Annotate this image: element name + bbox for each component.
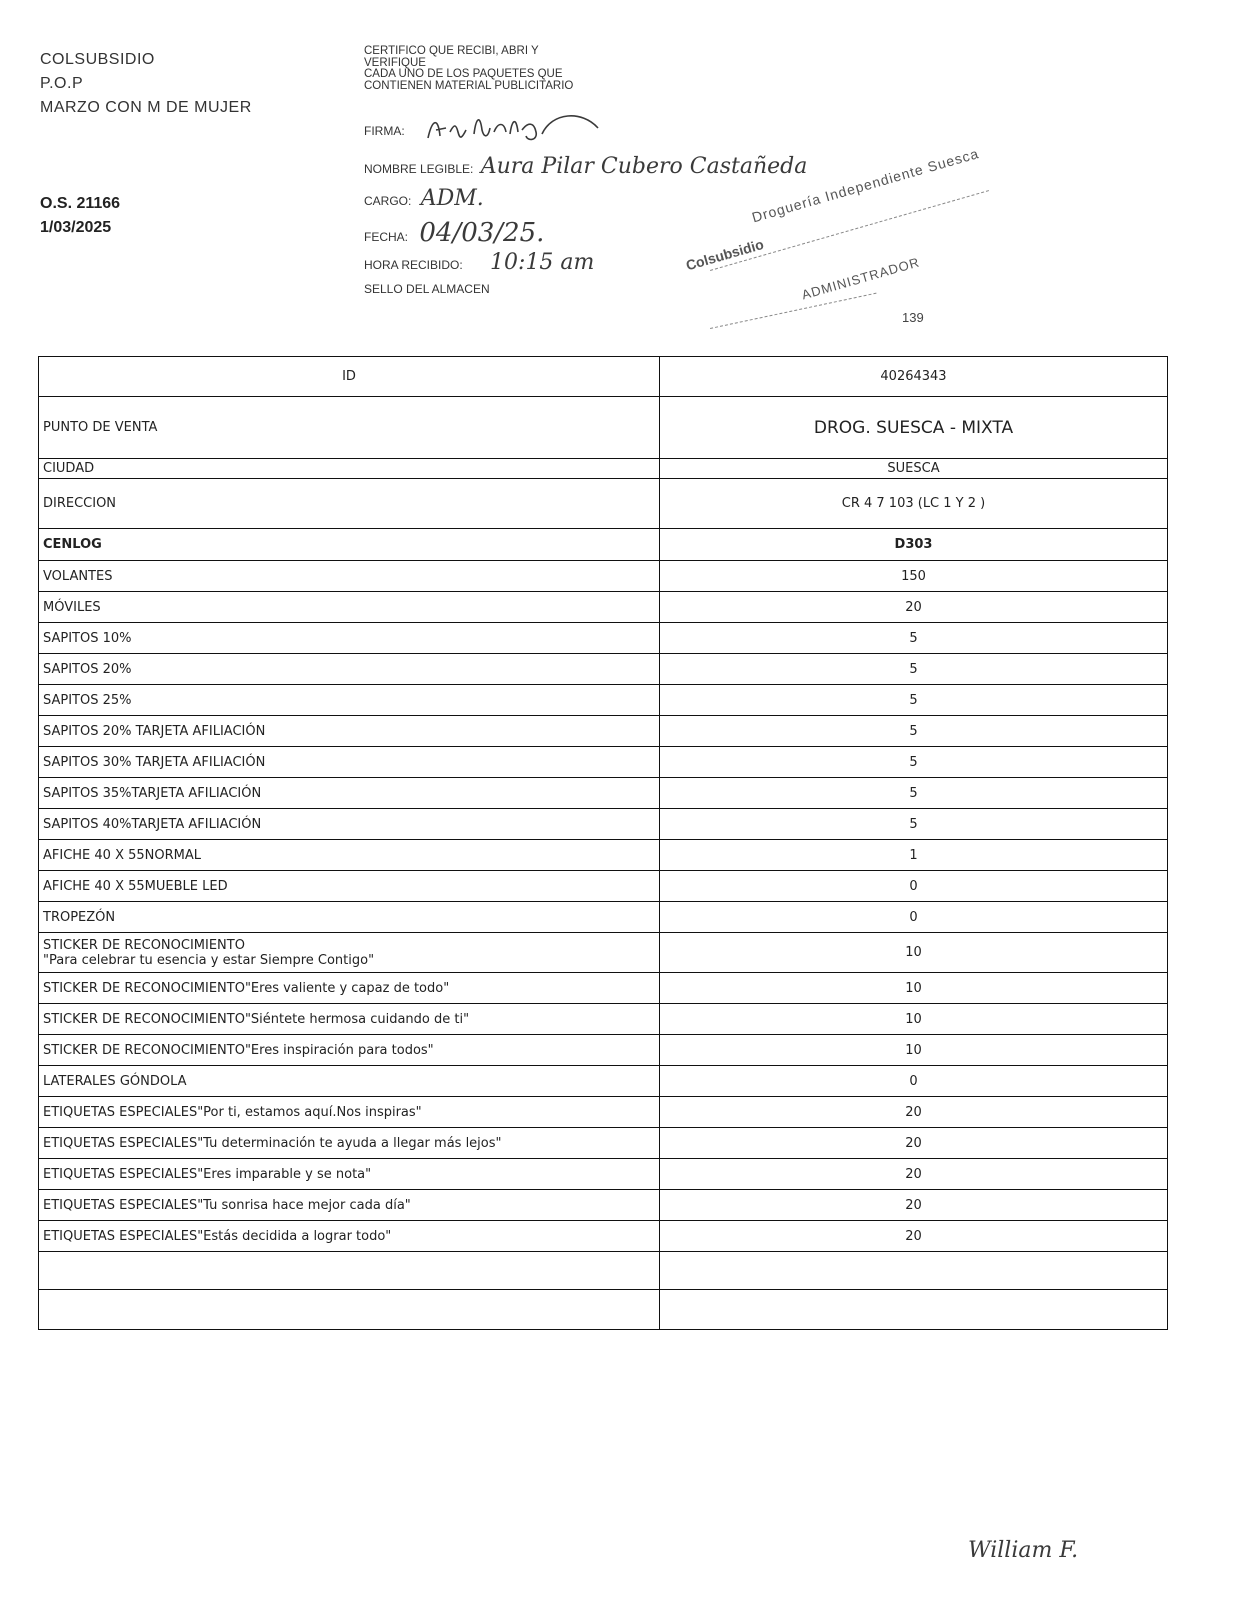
value-cell: 5 <box>660 654 1168 685</box>
table-body <box>39 357 1168 561</box>
item-label: SAPITOS 20% TARJETA AFILIACIÓN <box>43 723 266 739</box>
label-cell <box>39 747 660 778</box>
table-row <box>39 654 1168 685</box>
label-cell <box>39 1159 660 1190</box>
table-row <box>39 397 1168 459</box>
cert-line: CONTIENEN MATERIAL PUBLICITARIO <box>364 79 574 92</box>
label-cell <box>39 933 660 973</box>
table-row <box>39 1128 1168 1159</box>
item-label: ETIQUETAS ESPECIALES"Tu determinación te ayuda a llegar más lejos" <box>43 1135 502 1151</box>
value-cell: 10 <box>660 973 1168 1004</box>
label-cell <box>39 973 660 1004</box>
value-cell: 20 <box>660 1190 1168 1221</box>
table-row <box>39 902 1168 933</box>
table-row <box>39 623 1168 654</box>
table-row <box>39 1221 1168 1252</box>
table-row <box>39 809 1168 840</box>
table-row <box>39 529 1168 561</box>
cargo-value: ADM. <box>420 186 484 211</box>
item-label: TROPEZÓN <box>43 909 116 925</box>
table-row <box>39 1190 1168 1221</box>
value-cell: 10 <box>660 933 1168 973</box>
cert-line: CADA UNO DE LOS PAQUETES QUE <box>364 68 563 80</box>
item-label: LATERALES GÓNDOLA <box>43 1073 187 1089</box>
item-label: SAPITOS 25% <box>43 692 132 708</box>
value-cell: CR 4 7 103 (LC 1 Y 2 ) <box>660 479 1168 529</box>
table-row <box>39 479 1168 529</box>
item-label: ETIQUETAS ESPECIALES"Estás decidida a lograr todo" <box>43 1228 392 1244</box>
value-cell: 10 <box>660 1035 1168 1066</box>
nombre-value: Aura Pilar Cubero Castañeda <box>480 154 808 179</box>
table-row <box>39 459 1168 479</box>
items-body <box>39 561 1168 1252</box>
table-row <box>39 747 1168 778</box>
label-cell <box>39 685 660 716</box>
table-row <box>39 871 1168 902</box>
cargo-label: CARGO: <box>364 194 412 208</box>
header-block <box>40 48 252 120</box>
value-cell: 5 <box>660 747 1168 778</box>
value-cell: 0 <box>660 902 1168 933</box>
label-cell: PUNTO DE VENTA <box>39 397 660 459</box>
value-cell: 150 <box>660 561 1168 592</box>
value-cell: D303 <box>660 529 1168 561</box>
header-campaign: MARZO CON M DE MUJER <box>40 99 252 116</box>
material-table <box>38 356 1168 1330</box>
label-cell <box>39 840 660 871</box>
item-label: ETIQUETAS ESPECIALES"Por ti, estamos aquí.Nos inspiras" <box>43 1104 422 1120</box>
item-label: AFICHE 40 X 55NORMAL <box>43 847 201 863</box>
stamp-logo: Colsubsidio <box>684 235 766 274</box>
item-label: ETIQUETAS ESPECIALES"Eres imparable y se nota" <box>43 1166 372 1182</box>
item-label: SAPITOS 30% TARJETA AFILIACIÓN <box>43 754 266 770</box>
label-cell: ID <box>39 357 660 397</box>
hora-label: HORA RECIBIDO: <box>364 258 463 272</box>
label-cell <box>39 561 660 592</box>
table-row <box>39 933 1168 973</box>
stamp-role: ADMINISTRADOR <box>800 254 922 303</box>
blank-rows <box>39 1252 1168 1330</box>
item-label: SAPITOS 20% <box>43 661 132 677</box>
table-row <box>39 973 1168 1004</box>
table-row <box>39 1004 1168 1035</box>
value-cell: 20 <box>660 1221 1168 1252</box>
label-cell <box>39 654 660 685</box>
value-cell: 20 <box>660 1128 1168 1159</box>
label-cell <box>39 902 660 933</box>
label-cell <box>39 1035 660 1066</box>
label-cell <box>39 1097 660 1128</box>
value-cell: 20 <box>660 592 1168 623</box>
item-label: ETIQUETAS ESPECIALES"Tu sonrisa hace mejor cada día" <box>43 1197 411 1213</box>
stamp-divider <box>710 190 989 271</box>
fecha-value: 04/03/25. <box>419 218 545 248</box>
item-label: MÓVILES <box>43 599 101 615</box>
label-cell: DIRECCION <box>39 479 660 529</box>
value-cell: 0 <box>660 1066 1168 1097</box>
order-date: 1/03/2025 <box>40 219 112 236</box>
sello-field <box>364 282 490 296</box>
stamp-store-name: Droguería Independiente Suesca <box>750 145 981 226</box>
item-label: SAPITOS 35%TARJETA AFILIACIÓN <box>43 785 262 801</box>
item-label: STICKER DE RECONOCIMIENTO"Eres valiente y capaz de todo" <box>43 980 450 996</box>
label-cell <box>39 778 660 809</box>
value-cell: SUESCA <box>660 459 1168 479</box>
stamp-number: 139 <box>902 310 924 325</box>
header-company: COLSUBSIDIO <box>40 51 155 68</box>
item-label: STICKER DE RECONOCIMIENTO"Siéntete hermosa cuidando de ti" <box>43 1011 470 1027</box>
firma-label: FIRMA: <box>364 124 405 138</box>
certification-text <box>364 46 573 92</box>
table-row <box>39 716 1168 747</box>
label-cell <box>39 1004 660 1035</box>
table-row <box>39 592 1168 623</box>
bottom-signature: William F. <box>968 1538 1079 1563</box>
value-cell: 1 <box>660 840 1168 871</box>
blank-row <box>39 1290 1168 1330</box>
hora-field <box>364 250 594 275</box>
label-cell <box>39 592 660 623</box>
table-row <box>39 357 1168 397</box>
store-stamp <box>684 145 990 340</box>
nombre-label: NOMBRE LEGIBLE: <box>364 162 474 176</box>
table-row <box>39 685 1168 716</box>
item-label: SAPITOS 40%TARJETA AFILIACIÓN <box>43 816 262 832</box>
value-cell: 5 <box>660 623 1168 654</box>
table-row <box>39 778 1168 809</box>
value-cell: 40264343 <box>660 357 1168 397</box>
item-label: SAPITOS 10% <box>43 630 132 646</box>
value-cell: 20 <box>660 1097 1168 1128</box>
value-cell: 5 <box>660 716 1168 747</box>
item-label: STICKER DE RECONOCIMIENTO"Eres inspiración para todos" <box>43 1042 434 1058</box>
hora-value: 10:15 am <box>490 250 595 275</box>
item-label: VOLANTES <box>43 568 113 584</box>
fecha-label: FECHA: <box>364 230 409 244</box>
label-cell <box>39 623 660 654</box>
label-cell <box>39 716 660 747</box>
value-cell: 5 <box>660 778 1168 809</box>
cargo-field <box>364 186 484 211</box>
cert-line: CERTIFICO QUE RECIBI, ABRI Y <box>364 45 539 57</box>
table-row <box>39 561 1168 592</box>
header-pop: P.O.P <box>40 75 84 92</box>
os-number: O.S. 21166 <box>40 195 121 212</box>
value-cell: 10 <box>660 1004 1168 1035</box>
table-row <box>39 1159 1168 1190</box>
value-cell: 5 <box>660 685 1168 716</box>
label-cell <box>39 1190 660 1221</box>
sello-label: SELLO DEL ALMACEN <box>364 282 490 296</box>
value-cell: 20 <box>660 1159 1168 1190</box>
value-cell: 5 <box>660 809 1168 840</box>
order-info <box>40 192 120 240</box>
fecha-field <box>364 218 544 248</box>
label-cell <box>39 809 660 840</box>
label-cell: CIUDAD <box>39 459 660 479</box>
item-label: AFICHE 40 X 55MUEBLE LED <box>43 878 228 894</box>
value-cell: 0 <box>660 871 1168 902</box>
label-cell: CENLOG <box>39 529 660 561</box>
label-cell <box>39 871 660 902</box>
table-row <box>39 1035 1168 1066</box>
label-cell <box>39 1066 660 1097</box>
item-label-line2: "Para celebrar tu esencia y estar Siempre Contigo" <box>43 952 375 968</box>
table-row <box>39 1097 1168 1128</box>
table-row <box>39 1066 1168 1097</box>
label-cell <box>39 1128 660 1159</box>
table-row <box>39 840 1168 871</box>
firma-field <box>364 124 405 138</box>
cert-line: VERIFIQUE <box>364 56 426 69</box>
blank-row <box>39 1252 1168 1290</box>
label-cell <box>39 1221 660 1252</box>
value-cell: DROG. SUESCA - MIXTA <box>660 397 1168 459</box>
item-label: STICKER DE RECONOCIMIENTO <box>43 937 245 953</box>
stamp-divider <box>710 293 876 329</box>
signature-scribble <box>422 110 612 144</box>
